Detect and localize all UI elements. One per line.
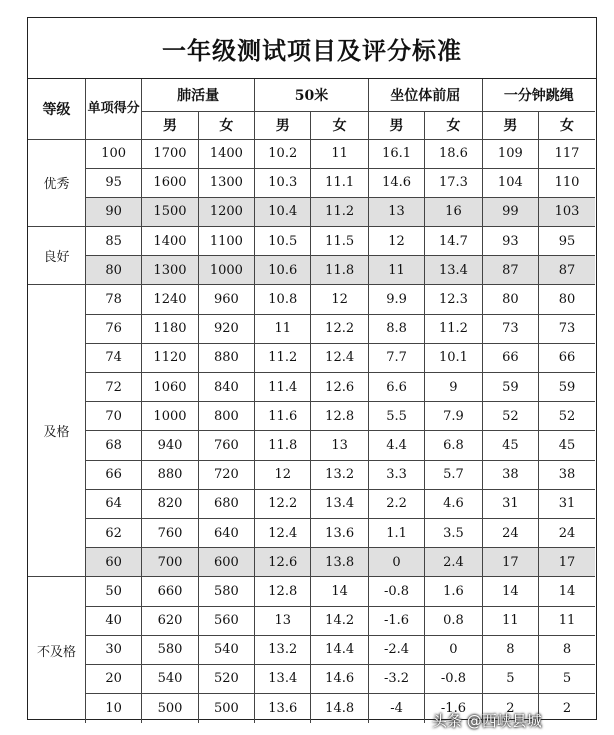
value-cell: 13.4 bbox=[425, 256, 482, 285]
value-cell: 500 bbox=[198, 694, 254, 723]
score-cell: 100 bbox=[85, 139, 141, 168]
value-cell: 109 bbox=[482, 139, 538, 168]
value-cell: 5 bbox=[482, 664, 538, 693]
value-cell: 800 bbox=[198, 402, 254, 431]
score-cell: 72 bbox=[85, 373, 141, 402]
score-cell: 80 bbox=[85, 256, 141, 285]
value-cell: 6.8 bbox=[425, 431, 482, 460]
value-cell: 11.5 bbox=[311, 227, 368, 256]
score-cell: 10 bbox=[85, 694, 141, 723]
value-cell: 11.2 bbox=[311, 197, 368, 226]
value-cell: 560 bbox=[198, 606, 254, 635]
value-cell: 580 bbox=[142, 635, 198, 664]
score-cell: 20 bbox=[85, 664, 141, 693]
header-female: 女 bbox=[311, 111, 368, 139]
grade-label: 良好 bbox=[28, 227, 85, 285]
header-female: 女 bbox=[425, 111, 482, 139]
value-cell: 14.6 bbox=[311, 664, 368, 693]
value-cell: 10.4 bbox=[255, 197, 311, 226]
score-cell: 76 bbox=[85, 314, 141, 343]
value-cell: 880 bbox=[198, 343, 254, 372]
score-cell: 30 bbox=[85, 635, 141, 664]
value-cell: 7.7 bbox=[368, 343, 424, 372]
value-cell: 110 bbox=[539, 168, 595, 197]
value-cell: 0 bbox=[368, 548, 424, 577]
table-row bbox=[28, 168, 595, 197]
value-cell: 1.1 bbox=[368, 518, 424, 547]
value-cell: 540 bbox=[198, 635, 254, 664]
value-cell: 11 bbox=[539, 606, 595, 635]
value-cell: 12 bbox=[311, 285, 368, 314]
value-cell: 640 bbox=[198, 518, 254, 547]
value-cell: 87 bbox=[482, 256, 538, 285]
value-cell: 14.6 bbox=[368, 168, 424, 197]
value-cell: 10.1 bbox=[425, 343, 482, 372]
value-cell: 880 bbox=[142, 460, 198, 489]
value-cell: 17 bbox=[539, 548, 595, 577]
value-cell: 59 bbox=[539, 373, 595, 402]
table-row bbox=[28, 197, 595, 226]
value-cell: 660 bbox=[142, 577, 198, 606]
header-grade: 等级 bbox=[28, 79, 85, 139]
value-cell: 52 bbox=[539, 402, 595, 431]
value-cell: 2.2 bbox=[368, 489, 424, 518]
value-cell: 700 bbox=[142, 548, 198, 577]
header-male: 男 bbox=[142, 111, 198, 139]
value-cell: 17.3 bbox=[425, 168, 482, 197]
value-cell: 12 bbox=[255, 460, 311, 489]
value-cell: 1500 bbox=[142, 197, 198, 226]
value-cell: 14 bbox=[311, 577, 368, 606]
header-item-rope-skipping: 一分钟跳绳 bbox=[482, 79, 595, 111]
grade-label: 优秀 bbox=[28, 139, 85, 227]
value-cell: 12.8 bbox=[311, 402, 368, 431]
value-cell: 2.4 bbox=[425, 548, 482, 577]
value-cell: 4.6 bbox=[425, 489, 482, 518]
value-cell: 16 bbox=[425, 197, 482, 226]
value-cell: 14 bbox=[482, 577, 538, 606]
value-cell: 13.6 bbox=[311, 518, 368, 547]
value-cell: 11 bbox=[311, 139, 368, 168]
value-cell: 14 bbox=[539, 577, 595, 606]
score-cell: 78 bbox=[85, 285, 141, 314]
value-cell: 12.6 bbox=[255, 548, 311, 577]
value-cell: 1180 bbox=[142, 314, 198, 343]
value-cell: 12.4 bbox=[311, 343, 368, 372]
value-cell: 1120 bbox=[142, 343, 198, 372]
value-cell: 45 bbox=[539, 431, 595, 460]
value-cell: 1000 bbox=[142, 402, 198, 431]
value-cell: 9 bbox=[425, 373, 482, 402]
table-row bbox=[28, 314, 595, 343]
value-cell: 12.4 bbox=[255, 518, 311, 547]
value-cell: 520 bbox=[198, 664, 254, 693]
value-cell: -4 bbox=[368, 694, 424, 723]
value-cell: 5.5 bbox=[368, 402, 424, 431]
header-male: 男 bbox=[255, 111, 311, 139]
value-cell: 24 bbox=[482, 518, 538, 547]
value-cell: 38 bbox=[482, 460, 538, 489]
value-cell: 87 bbox=[539, 256, 595, 285]
value-cell: 760 bbox=[198, 431, 254, 460]
value-cell: -1.6 bbox=[425, 694, 482, 723]
value-cell: 16.1 bbox=[368, 139, 424, 168]
value-cell: 1700 bbox=[142, 139, 198, 168]
watermark: 头条 @西峡县城 bbox=[432, 712, 542, 730]
value-cell: 13.2 bbox=[311, 460, 368, 489]
value-cell: 10.5 bbox=[255, 227, 311, 256]
value-cell: 14.4 bbox=[311, 635, 368, 664]
value-cell: 31 bbox=[482, 489, 538, 518]
header-item-vital-capacity: 肺活量 bbox=[142, 79, 255, 111]
value-cell: 540 bbox=[142, 664, 198, 693]
value-cell: 10.6 bbox=[255, 256, 311, 285]
score-cell: 66 bbox=[85, 460, 141, 489]
table-row bbox=[28, 664, 595, 693]
table-row bbox=[28, 373, 595, 402]
value-cell: 12.8 bbox=[255, 577, 311, 606]
score-cell: 70 bbox=[85, 402, 141, 431]
value-cell: 95 bbox=[539, 227, 595, 256]
value-cell: 11 bbox=[482, 606, 538, 635]
table-row bbox=[28, 256, 595, 285]
value-cell: 10.3 bbox=[255, 168, 311, 197]
value-cell: 73 bbox=[539, 314, 595, 343]
value-cell: -0.8 bbox=[368, 577, 424, 606]
table-row bbox=[28, 460, 595, 489]
grade-label: 及格 bbox=[28, 285, 85, 577]
value-cell: 14.8 bbox=[311, 694, 368, 723]
value-cell: 620 bbox=[142, 606, 198, 635]
table-row bbox=[28, 343, 595, 372]
value-cell: 80 bbox=[482, 285, 538, 314]
value-cell: 1.6 bbox=[425, 577, 482, 606]
value-cell: 11.2 bbox=[255, 343, 311, 372]
value-cell: 66 bbox=[539, 343, 595, 372]
value-cell: 1300 bbox=[142, 256, 198, 285]
value-cell: 820 bbox=[142, 489, 198, 518]
value-cell: 580 bbox=[198, 577, 254, 606]
value-cell: 80 bbox=[539, 285, 595, 314]
value-cell: 5 bbox=[539, 664, 595, 693]
value-cell: 13 bbox=[311, 431, 368, 460]
value-cell: 1240 bbox=[142, 285, 198, 314]
value-cell: 12.2 bbox=[311, 314, 368, 343]
value-cell: 720 bbox=[198, 460, 254, 489]
score-cell: 95 bbox=[85, 168, 141, 197]
score-table-body bbox=[28, 139, 595, 723]
table-row bbox=[28, 606, 595, 635]
header-item-sit-and-reach: 坐位体前屈 bbox=[368, 79, 482, 111]
value-cell: 11.2 bbox=[425, 314, 482, 343]
value-cell: 38 bbox=[539, 460, 595, 489]
value-cell: -3.2 bbox=[368, 664, 424, 693]
value-cell: 11 bbox=[255, 314, 311, 343]
value-cell: 104 bbox=[482, 168, 538, 197]
value-cell: 2 bbox=[539, 694, 595, 723]
value-cell: 93 bbox=[482, 227, 538, 256]
header-points: 单项得分 bbox=[85, 79, 141, 139]
value-cell: 52 bbox=[482, 402, 538, 431]
value-cell: 2 bbox=[482, 694, 538, 723]
value-cell: 12.2 bbox=[255, 489, 311, 518]
table-row bbox=[28, 431, 595, 460]
value-cell: 960 bbox=[198, 285, 254, 314]
value-cell: 760 bbox=[142, 518, 198, 547]
value-cell: 13.6 bbox=[255, 694, 311, 723]
header-male: 男 bbox=[482, 111, 538, 139]
score-cell: 85 bbox=[85, 227, 141, 256]
table-row bbox=[28, 489, 595, 518]
header-female: 女 bbox=[198, 111, 254, 139]
value-cell: 4.4 bbox=[368, 431, 424, 460]
grade-label: 不及格 bbox=[28, 577, 85, 723]
page-title: 一年级测试项目及评分标准 bbox=[28, 18, 596, 79]
value-cell: 13.8 bbox=[311, 548, 368, 577]
value-cell: 600 bbox=[198, 548, 254, 577]
value-cell: 3.3 bbox=[368, 460, 424, 489]
value-cell: 11 bbox=[368, 256, 424, 285]
value-cell: 45 bbox=[482, 431, 538, 460]
value-cell: 11.8 bbox=[255, 431, 311, 460]
header-item-50m: 50米 bbox=[255, 79, 369, 111]
value-cell: 12 bbox=[368, 227, 424, 256]
value-cell: 13.4 bbox=[311, 489, 368, 518]
value-cell: 8 bbox=[539, 635, 595, 664]
value-cell: 117 bbox=[539, 139, 595, 168]
value-cell: 1060 bbox=[142, 373, 198, 402]
value-cell: 1400 bbox=[198, 139, 254, 168]
value-cell: 11.1 bbox=[311, 168, 368, 197]
value-cell: 13.4 bbox=[255, 664, 311, 693]
value-cell: 66 bbox=[482, 343, 538, 372]
score-cell: 90 bbox=[85, 197, 141, 226]
table-row bbox=[28, 285, 595, 314]
value-cell: -2.4 bbox=[368, 635, 424, 664]
header-female: 女 bbox=[539, 111, 595, 139]
score-sheet bbox=[27, 17, 597, 720]
value-cell: 1200 bbox=[198, 197, 254, 226]
value-cell: 11.8 bbox=[311, 256, 368, 285]
score-cell: 62 bbox=[85, 518, 141, 547]
header-male: 男 bbox=[368, 111, 424, 139]
value-cell: 99 bbox=[482, 197, 538, 226]
value-cell: 8 bbox=[482, 635, 538, 664]
score-cell: 60 bbox=[85, 548, 141, 577]
score-cell: 64 bbox=[85, 489, 141, 518]
value-cell: 59 bbox=[482, 373, 538, 402]
value-cell: 6.6 bbox=[368, 373, 424, 402]
value-cell: 840 bbox=[198, 373, 254, 402]
value-cell: 680 bbox=[198, 489, 254, 518]
table-row bbox=[28, 139, 595, 168]
value-cell: 14.2 bbox=[311, 606, 368, 635]
score-cell: 68 bbox=[85, 431, 141, 460]
value-cell: 9.9 bbox=[368, 285, 424, 314]
value-cell: -0.8 bbox=[425, 664, 482, 693]
value-cell: 13 bbox=[255, 606, 311, 635]
score-cell: 40 bbox=[85, 606, 141, 635]
value-cell: 103 bbox=[539, 197, 595, 226]
value-cell: 0.8 bbox=[425, 606, 482, 635]
value-cell: -1.6 bbox=[368, 606, 424, 635]
value-cell: 3.5 bbox=[425, 518, 482, 547]
table-row bbox=[28, 548, 595, 577]
table-row bbox=[28, 227, 595, 256]
value-cell: 940 bbox=[142, 431, 198, 460]
score-table bbox=[28, 79, 595, 723]
value-cell: 10.8 bbox=[255, 285, 311, 314]
value-cell: 11.4 bbox=[255, 373, 311, 402]
table-row bbox=[28, 518, 595, 547]
value-cell: 5.7 bbox=[425, 460, 482, 489]
table-row bbox=[28, 635, 595, 664]
value-cell: 12.6 bbox=[311, 373, 368, 402]
table-row bbox=[28, 577, 595, 606]
table-row bbox=[28, 402, 595, 431]
value-cell: 8.8 bbox=[368, 314, 424, 343]
value-cell: 1000 bbox=[198, 256, 254, 285]
score-cell: 50 bbox=[85, 577, 141, 606]
value-cell: 12.3 bbox=[425, 285, 482, 314]
value-cell: 14.7 bbox=[425, 227, 482, 256]
value-cell: 24 bbox=[539, 518, 595, 547]
value-cell: 73 bbox=[482, 314, 538, 343]
value-cell: 920 bbox=[198, 314, 254, 343]
value-cell: 10.2 bbox=[255, 139, 311, 168]
score-cell: 74 bbox=[85, 343, 141, 372]
value-cell: 18.6 bbox=[425, 139, 482, 168]
value-cell: 1600 bbox=[142, 168, 198, 197]
value-cell: 1300 bbox=[198, 168, 254, 197]
value-cell: 11.6 bbox=[255, 402, 311, 431]
value-cell: 500 bbox=[142, 694, 198, 723]
value-cell: 7.9 bbox=[425, 402, 482, 431]
value-cell: 17 bbox=[482, 548, 538, 577]
value-cell: 13.2 bbox=[255, 635, 311, 664]
value-cell: 1400 bbox=[142, 227, 198, 256]
value-cell: 1100 bbox=[198, 227, 254, 256]
value-cell: 31 bbox=[539, 489, 595, 518]
value-cell: 0 bbox=[425, 635, 482, 664]
value-cell: 13 bbox=[368, 197, 424, 226]
